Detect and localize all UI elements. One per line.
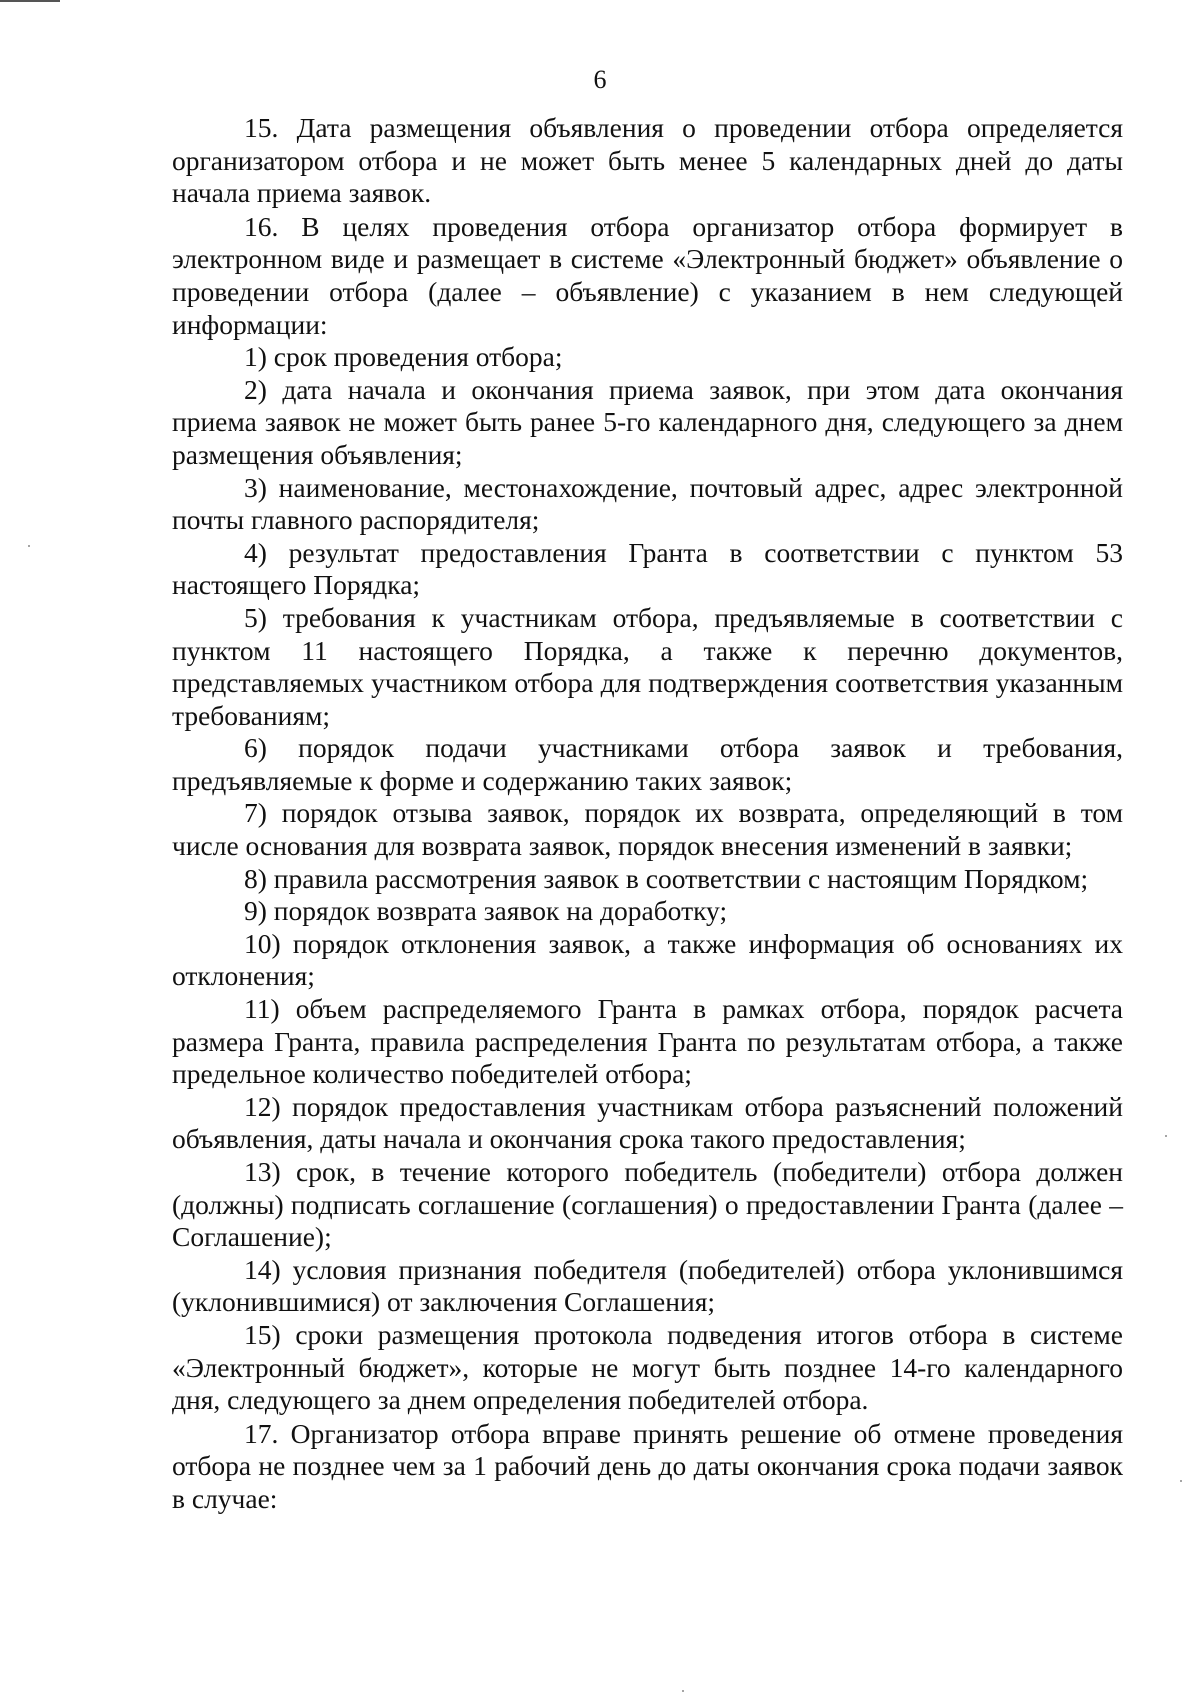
paragraph-17: 17. Организатор отбора вправе принять решение об отмене проведения отбора не позднее чем за 1 рабочий день до даты окончания срока подачи заявок в случае:	[172, 1417, 1123, 1514]
list-item-1: 1) срок проведения отбора;	[244, 341, 563, 373]
list-item-15: 15) сроки размещения протокола подведения итогов отбора в системе «Электронный бюджет», которые не могут быть позднее 14-го календарного дня, следующего за днем определения победителей отбора.	[172, 1318, 1123, 1416]
list-item-9: 9) порядок возврата заявок на доработку;	[244, 895, 728, 927]
list-item-13: 13) срок, в течение которого победитель (победители) отбора должен (должны) подписать соглашение (соглашения) о предоставлении Гранта (далее – Соглашение);	[172, 1156, 1123, 1253]
list-item-3: 3) наименование, местонахождение, почтовый адрес, адрес электронной почты главного распорядителя;	[172, 471, 1123, 536]
list-item-2: 2) дата начала и окончания приема заявок, при этом дата окончания приема заявок не может быть ранее 5-го календарного дня, следующего за днем размещения объявления;	[172, 373, 1123, 470]
paragraph-15: 15. Дата размещения объявления о проведении отбора определяется организатором отбора и не может быть менее 5 календарных дней до даты начала приема заявок.	[172, 112, 1123, 209]
scan-speck	[28, 545, 30, 547]
scan-speck	[1180, 1480, 1182, 1482]
list-item-7: 7) порядок отзыва заявок, порядок их возврата, определяющий в том числе основания для возврата заявок, порядок внесения изменений в заявки;	[172, 797, 1123, 862]
list-item-11: 11) объем распределяемого Гранта в рамках отбора, порядок расчета размера Гранта, правила распределения Гранта по результатам отбора, а также предельное количество победителей отбора;	[172, 993, 1123, 1090]
list-item-5: 5) требования к участникам отбора, предъявляемые в соответствии с пунктом 11 настоящего Порядка, а также к перечню документов, представляемых участником отбора для подтверждения соответствия указанным требованиям;	[172, 601, 1123, 731]
scan-speck	[1165, 1135, 1167, 1137]
scan-speck	[682, 1690, 684, 1692]
list-item-12: 12) порядок предоставления участникам отбора разъяснений положений объявления, даты начала и окончания срока такого предоставления;	[172, 1090, 1123, 1155]
list-item-10: 10) порядок отклонения заявок, а также информация об основаниях их отклонения;	[172, 927, 1123, 992]
list-item-14: 14) условия признания победителя (победителей) отбора уклонившимся (уклонившимися) от заключения Соглашения;	[172, 1253, 1123, 1318]
list-item-4: 4) результат предоставления Гранта в соответствии с пунктом 53 настоящего Порядка;	[172, 536, 1123, 601]
scan-edge-line	[0, 0, 60, 2]
list-item-6: 6) порядок подачи участниками отбора заявок и требования, предъявляемые к форме и содержанию таких заявок;	[172, 732, 1123, 796]
paragraph-16: 16. В целях проведения отбора организатор отбора формирует в электронном виде и размещает в системе «Электронный бюджет» объявление о проведении отбора (далее – объявление) с указанием в нем следующей информации:	[172, 210, 1123, 340]
page-number: 6	[593, 65, 607, 94]
document-body	[172, 112, 1123, 1516]
list-item-8: 8) правила рассмотрения заявок в соответствии с настоящим Порядком;	[244, 862, 1089, 894]
